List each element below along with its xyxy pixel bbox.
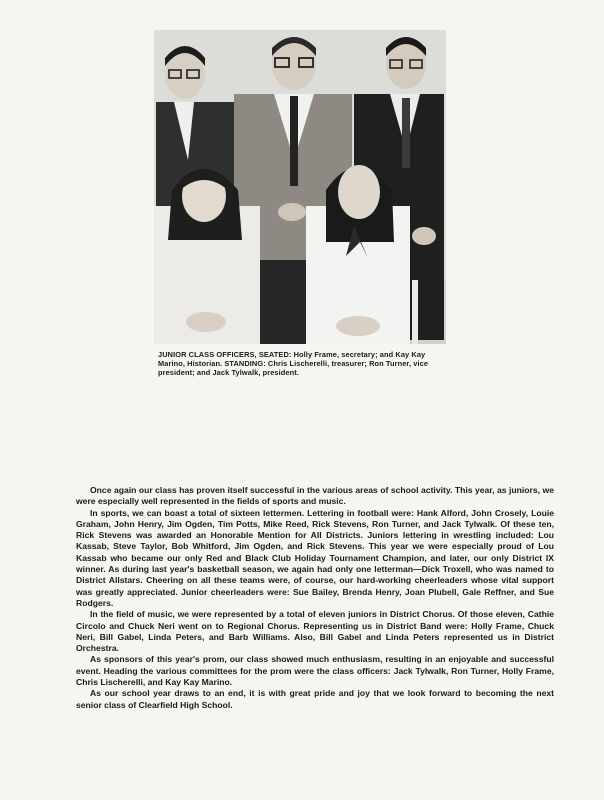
paragraph-prom: As sponsors of this year's prom, our class showed much enthusiasm, resulting in an enjoyable and successful event. Heading the various committees for the prom were the class officers: Jack Tylwalk, Ron Turner, Holly Frame, Chris Lischerelli, and Kay Kay Marino.	[76, 654, 554, 688]
paragraph-music: In the field of music, we were represented by a total of eleven juniors in District Chorus. Of those eleven, Cathie Circolo and Chuck Neri went on to Regional Chorus. Representing us in District Band were: Holly Frame, Chuck Neri, Bill Gabel, Linda Peters, and Barb Williams. Also, Bill Gabel and Linda Peters represented us in District Orchestra.	[76, 609, 554, 654]
paragraph-closing: As our school year draws to an end, it is with great pride and joy that we look forward to becoming the next senior class of Clearfield High School.	[76, 688, 554, 710]
class-officers-photo	[154, 30, 446, 344]
photo-caption: JUNIOR CLASS OFFICERS, SEATED: Holly Frame, secretary; and Kay Kay Marino, Historian. STANDING: Chris Lischerelli, treasurer; Ron Turner, vice president; and Jack Tylwalk, president.	[158, 350, 429, 378]
class-officers-photo-drawing	[154, 30, 446, 344]
paragraph-sports: In sports, we can boast a total of sixteen lettermen. Lettering in football were: Hank Alford, John Crosely, Louie Graham, John Henry, Jim Ogden, Tim Potts, Mike Reed, Rick Stevens, Ron Turner, and Jack Tylwalk. Of these ten, Rick Stevens was awarded an Honorable Mention for All Districts. Juniors lettering in wrestling included: Lou Kassab, Steve Taylor, Bob Whitford, Jim Ogden, and Rick Stevens. This year we were especially proud of Lou Kassab who became our only Red and Black Club Holiday Tournament Champion, and later, our only District IX winner. As during last year's basketball season, we again had only one letterman—Dick Troxell, who was named to District Allstars. Cheering on all these teams were, of course, our hard-working cheerleaders whose vital support was greatly appreciated. Junior cheerleaders were: Sue Bailey, Brenda Henry, Joan Plubell, Gale Reffner, and Sue Rodgers.	[76, 507, 554, 608]
paragraph-intro: Once again our class has proven itself successful in the various areas of school activity. This year, as juniors, we were especially well represented in the fields of sports and music.	[76, 485, 554, 507]
article-body	[76, 485, 554, 711]
